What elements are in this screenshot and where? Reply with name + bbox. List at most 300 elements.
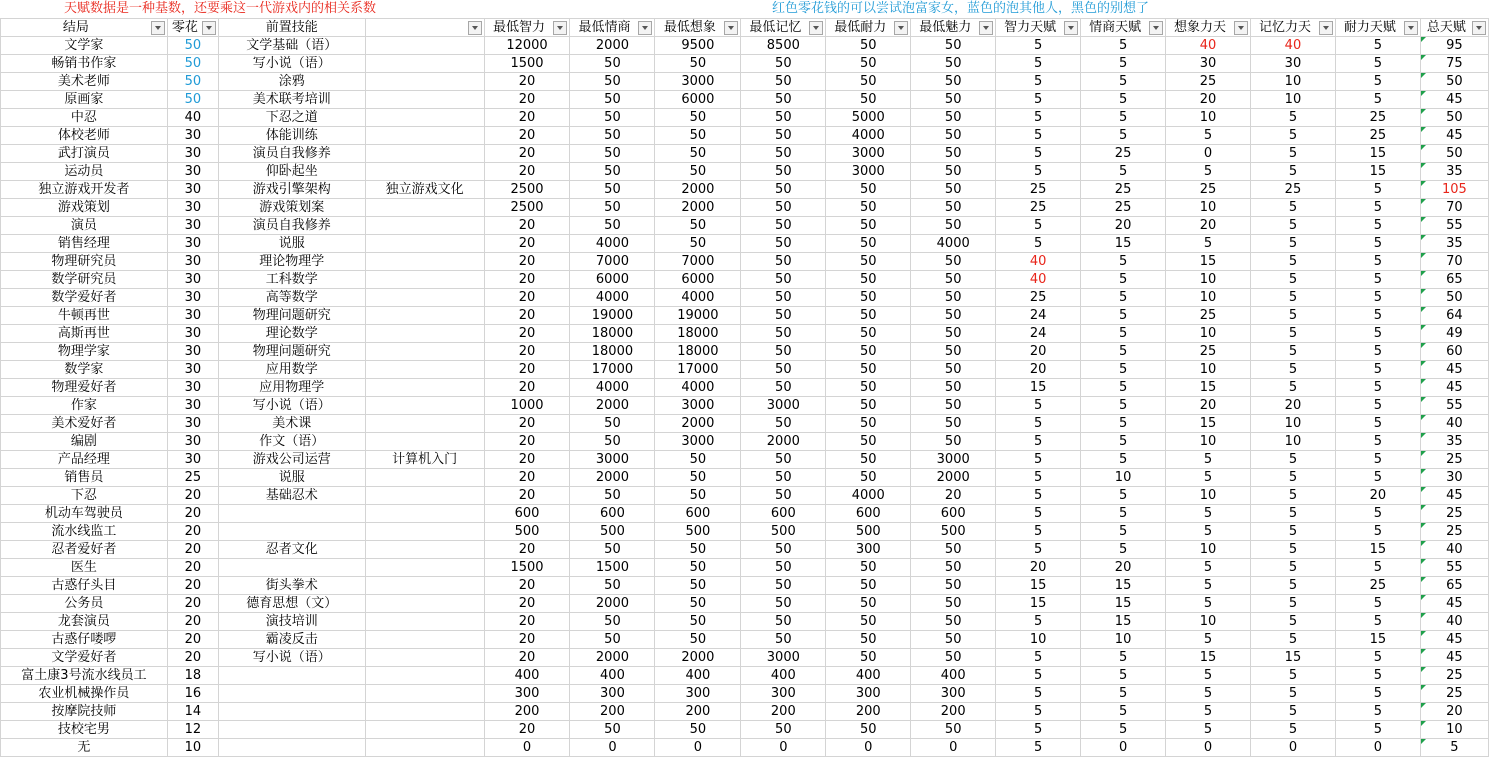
cell-total-talent[interactable]: 49	[1420, 325, 1488, 343]
cell-endurance-talent[interactable]: 25	[1335, 577, 1420, 595]
cell-min-int[interactable]: 12000	[484, 37, 570, 55]
cell-min-memory[interactable]: 50	[741, 91, 826, 109]
cell-min-int[interactable]: 20	[484, 73, 570, 91]
cell-ending[interactable]: 美术老师	[1, 73, 168, 91]
cell-skill2[interactable]	[365, 523, 484, 541]
cell-memory-talent[interactable]: 5	[1250, 235, 1335, 253]
cell-skill[interactable]: 游戏公司运营	[218, 451, 365, 469]
cell-imagination-talent[interactable]: 25	[1166, 307, 1251, 325]
cell-min-imagination[interactable]: 3000	[655, 433, 741, 451]
cell-total-talent[interactable]: 70	[1420, 199, 1488, 217]
cell-total-talent[interactable]: 50	[1420, 145, 1488, 163]
cell-min-eq[interactable]: 600	[570, 505, 655, 523]
cell-min-memory[interactable]: 400	[741, 667, 826, 685]
cell-memory-talent[interactable]: 20	[1250, 397, 1335, 415]
cell-min-endurance[interactable]: 50	[826, 433, 911, 451]
cell-min-memory[interactable]: 0	[741, 739, 826, 757]
cell-min-int[interactable]: 2500	[484, 181, 570, 199]
cell-min-charm[interactable]: 500	[911, 523, 996, 541]
cell-eq-talent[interactable]: 5	[1081, 127, 1166, 145]
cell-total-talent[interactable]: 45	[1420, 127, 1488, 145]
cell-total-talent[interactable]: 25	[1420, 505, 1488, 523]
cell-memory-talent[interactable]: 30	[1250, 55, 1335, 73]
cell-min-endurance[interactable]: 4000	[826, 127, 911, 145]
filter-dropdown-icon[interactable]	[1319, 21, 1333, 35]
cell-min-eq[interactable]: 2000	[570, 595, 655, 613]
cell-min-endurance[interactable]: 50	[826, 397, 911, 415]
cell-money[interactable]: 16	[167, 685, 218, 703]
cell-imagination-talent[interactable]: 10	[1166, 289, 1251, 307]
cell-min-charm[interactable]: 50	[911, 253, 996, 271]
cell-skill2[interactable]	[365, 433, 484, 451]
cell-min-imagination[interactable]: 400	[655, 667, 741, 685]
cell-eq-talent[interactable]: 20	[1081, 217, 1166, 235]
cell-min-charm[interactable]: 50	[911, 163, 996, 181]
cell-int-talent[interactable]: 5	[996, 685, 1081, 703]
cell-endurance-talent[interactable]: 15	[1335, 631, 1420, 649]
cell-ending[interactable]: 农业机械操作员	[1, 685, 168, 703]
cell-money[interactable]: 30	[167, 451, 218, 469]
cell-min-charm[interactable]: 50	[911, 325, 996, 343]
cell-total-talent[interactable]: 5	[1420, 739, 1488, 757]
cell-min-imagination[interactable]: 50	[655, 595, 741, 613]
cell-min-endurance[interactable]: 50	[826, 217, 911, 235]
cell-min-int[interactable]: 20	[484, 289, 570, 307]
cell-min-charm[interactable]: 50	[911, 109, 996, 127]
cell-min-memory[interactable]: 50	[741, 613, 826, 631]
cell-min-memory[interactable]: 50	[741, 415, 826, 433]
cell-money[interactable]: 12	[167, 721, 218, 739]
cell-min-endurance[interactable]: 500	[826, 523, 911, 541]
cell-skill[interactable]	[218, 685, 365, 703]
cell-imagination-talent[interactable]: 5	[1166, 685, 1251, 703]
cell-total-talent[interactable]: 105	[1420, 181, 1488, 199]
cell-min-eq[interactable]: 50	[570, 487, 655, 505]
cell-skill2[interactable]	[365, 721, 484, 739]
cell-min-int[interactable]: 20	[484, 577, 570, 595]
cell-min-memory[interactable]: 50	[741, 55, 826, 73]
cell-eq-talent[interactable]: 5	[1081, 523, 1166, 541]
cell-eq-talent[interactable]: 0	[1081, 739, 1166, 757]
cell-min-memory[interactable]: 200	[741, 703, 826, 721]
cell-min-charm[interactable]: 20	[911, 487, 996, 505]
cell-total-talent[interactable]: 50	[1420, 109, 1488, 127]
cell-endurance-talent[interactable]: 5	[1335, 613, 1420, 631]
cell-endurance-talent[interactable]: 5	[1335, 667, 1420, 685]
cell-min-memory[interactable]: 50	[741, 217, 826, 235]
cell-min-eq[interactable]: 6000	[570, 271, 655, 289]
cell-skill[interactable]: 基础忍术	[218, 487, 365, 505]
cell-skill2[interactable]	[365, 271, 484, 289]
cell-min-eq[interactable]: 400	[570, 667, 655, 685]
cell-money[interactable]: 30	[167, 163, 218, 181]
cell-imagination-talent[interactable]: 5	[1166, 163, 1251, 181]
cell-min-endurance[interactable]: 300	[826, 685, 911, 703]
cell-int-talent[interactable]: 25	[996, 289, 1081, 307]
cell-ending[interactable]: 富土康3号流水线员工	[1, 667, 168, 685]
cell-skill2[interactable]	[365, 109, 484, 127]
cell-imagination-talent[interactable]: 5	[1166, 631, 1251, 649]
cell-int-talent[interactable]: 5	[996, 145, 1081, 163]
cell-min-int[interactable]: 20	[484, 379, 570, 397]
cell-memory-talent[interactable]: 5	[1250, 343, 1335, 361]
cell-int-talent[interactable]: 20	[996, 361, 1081, 379]
cell-total-talent[interactable]: 25	[1420, 451, 1488, 469]
cell-imagination-talent[interactable]: 5	[1166, 505, 1251, 523]
cell-min-imagination[interactable]: 18000	[655, 343, 741, 361]
cell-min-eq[interactable]: 50	[570, 91, 655, 109]
cell-min-memory[interactable]: 50	[741, 361, 826, 379]
cell-endurance-talent[interactable]: 5	[1335, 397, 1420, 415]
cell-min-endurance[interactable]: 50	[826, 55, 911, 73]
cell-min-eq[interactable]: 50	[570, 73, 655, 91]
cell-skill2[interactable]	[365, 163, 484, 181]
cell-ending[interactable]: 文学爱好者	[1, 649, 168, 667]
cell-min-eq[interactable]: 50	[570, 415, 655, 433]
cell-int-talent[interactable]: 5	[996, 55, 1081, 73]
cell-min-endurance[interactable]: 50	[826, 199, 911, 217]
cell-money[interactable]: 14	[167, 703, 218, 721]
cell-min-memory[interactable]: 2000	[741, 433, 826, 451]
cell-skill2[interactable]	[365, 235, 484, 253]
cell-min-endurance[interactable]: 50	[826, 559, 911, 577]
cell-ending[interactable]: 牛顿再世	[1, 307, 168, 325]
cell-min-int[interactable]: 200	[484, 703, 570, 721]
cell-int-talent[interactable]: 20	[996, 343, 1081, 361]
cell-eq-talent[interactable]: 5	[1081, 487, 1166, 505]
cell-skill2[interactable]	[365, 739, 484, 757]
filter-dropdown-icon[interactable]	[468, 21, 482, 35]
cell-min-memory[interactable]: 50	[741, 145, 826, 163]
cell-total-talent[interactable]: 25	[1420, 667, 1488, 685]
cell-skill2[interactable]	[365, 415, 484, 433]
cell-eq-talent[interactable]: 5	[1081, 541, 1166, 559]
cell-min-charm[interactable]: 50	[911, 145, 996, 163]
cell-memory-talent[interactable]: 10	[1250, 91, 1335, 109]
cell-memory-talent[interactable]: 25	[1250, 181, 1335, 199]
cell-money[interactable]: 18	[167, 667, 218, 685]
cell-memory-talent[interactable]: 10	[1250, 73, 1335, 91]
cell-skill[interactable]: 写小说（语）	[218, 649, 365, 667]
cell-int-talent[interactable]: 15	[996, 595, 1081, 613]
cell-money[interactable]: 30	[167, 181, 218, 199]
cell-min-imagination[interactable]: 50	[655, 721, 741, 739]
cell-imagination-talent[interactable]: 10	[1166, 613, 1251, 631]
cell-money[interactable]: 20	[167, 505, 218, 523]
cell-min-memory[interactable]: 50	[741, 631, 826, 649]
cell-min-charm[interactable]: 50	[911, 721, 996, 739]
cell-imagination-talent[interactable]: 5	[1166, 235, 1251, 253]
cell-eq-talent[interactable]: 25	[1081, 181, 1166, 199]
cell-money[interactable]: 30	[167, 433, 218, 451]
cell-skill[interactable]: 忍者文化	[218, 541, 365, 559]
cell-ending[interactable]: 运动员	[1, 163, 168, 181]
cell-skill2[interactable]	[365, 703, 484, 721]
cell-money[interactable]: 50	[167, 55, 218, 73]
cell-min-int[interactable]: 20	[484, 649, 570, 667]
filter-dropdown-icon[interactable]	[1234, 21, 1248, 35]
cell-endurance-talent[interactable]: 5	[1335, 343, 1420, 361]
cell-min-memory[interactable]: 50	[741, 163, 826, 181]
cell-endurance-talent[interactable]: 5	[1335, 433, 1420, 451]
cell-memory-talent[interactable]: 5	[1250, 469, 1335, 487]
cell-endurance-talent[interactable]: 15	[1335, 541, 1420, 559]
cell-min-eq[interactable]: 4000	[570, 289, 655, 307]
cell-skill[interactable]: 下忍之道	[218, 109, 365, 127]
cell-min-imagination[interactable]: 50	[655, 55, 741, 73]
cell-skill2[interactable]: 独立游戏文化	[365, 181, 484, 199]
cell-min-imagination[interactable]: 50	[655, 559, 741, 577]
cell-money[interactable]: 30	[167, 199, 218, 217]
cell-min-int[interactable]: 600	[484, 505, 570, 523]
cell-money[interactable]: 30	[167, 145, 218, 163]
cell-min-int[interactable]: 400	[484, 667, 570, 685]
cell-min-imagination[interactable]: 2000	[655, 199, 741, 217]
cell-total-talent[interactable]: 50	[1420, 73, 1488, 91]
cell-skill2[interactable]	[365, 217, 484, 235]
cell-min-memory[interactable]: 50	[741, 469, 826, 487]
cell-endurance-talent[interactable]: 25	[1335, 109, 1420, 127]
cell-total-talent[interactable]: 55	[1420, 397, 1488, 415]
cell-eq-talent[interactable]: 5	[1081, 91, 1166, 109]
cell-skill2[interactable]	[365, 91, 484, 109]
cell-endurance-talent[interactable]: 5	[1335, 721, 1420, 739]
cell-skill2[interactable]	[365, 55, 484, 73]
cell-endurance-talent[interactable]: 5	[1335, 415, 1420, 433]
cell-min-memory[interactable]: 50	[741, 181, 826, 199]
cell-min-int[interactable]: 20	[484, 343, 570, 361]
cell-int-talent[interactable]: 20	[996, 559, 1081, 577]
cell-skill[interactable]: 演员自我修养	[218, 145, 365, 163]
cell-min-imagination[interactable]: 500	[655, 523, 741, 541]
cell-skill[interactable]: 说服	[218, 469, 365, 487]
cell-min-imagination[interactable]: 50	[655, 631, 741, 649]
cell-memory-talent[interactable]: 5	[1250, 451, 1335, 469]
cell-memory-talent[interactable]: 5	[1250, 325, 1335, 343]
cell-eq-talent[interactable]: 15	[1081, 613, 1166, 631]
cell-min-int[interactable]: 20	[484, 235, 570, 253]
cell-total-talent[interactable]: 45	[1420, 379, 1488, 397]
cell-eq-talent[interactable]: 15	[1081, 577, 1166, 595]
cell-skill2[interactable]	[365, 379, 484, 397]
cell-total-talent[interactable]: 64	[1420, 307, 1488, 325]
cell-skill2[interactable]	[365, 469, 484, 487]
cell-min-memory[interactable]: 500	[741, 523, 826, 541]
cell-money[interactable]: 40	[167, 109, 218, 127]
cell-ending[interactable]: 产品经理	[1, 451, 168, 469]
cell-memory-talent[interactable]: 5	[1250, 217, 1335, 235]
cell-endurance-talent[interactable]: 20	[1335, 487, 1420, 505]
cell-eq-talent[interactable]: 5	[1081, 415, 1166, 433]
cell-min-eq[interactable]: 50	[570, 577, 655, 595]
cell-min-eq[interactable]: 300	[570, 685, 655, 703]
cell-min-imagination[interactable]: 0	[655, 739, 741, 757]
cell-int-talent[interactable]: 5	[996, 127, 1081, 145]
cell-min-imagination[interactable]: 17000	[655, 361, 741, 379]
cell-min-int[interactable]: 1000	[484, 397, 570, 415]
cell-ending[interactable]: 数学爱好者	[1, 289, 168, 307]
cell-min-charm[interactable]: 50	[911, 307, 996, 325]
cell-eq-talent[interactable]: 5	[1081, 325, 1166, 343]
cell-memory-talent[interactable]: 40	[1250, 37, 1335, 55]
cell-eq-talent[interactable]: 5	[1081, 649, 1166, 667]
cell-int-talent[interactable]: 5	[996, 433, 1081, 451]
cell-min-int[interactable]: 300	[484, 685, 570, 703]
cell-eq-talent[interactable]: 20	[1081, 559, 1166, 577]
cell-min-endurance[interactable]: 50	[826, 343, 911, 361]
cell-imagination-talent[interactable]: 5	[1166, 703, 1251, 721]
cell-eq-talent[interactable]: 5	[1081, 379, 1166, 397]
cell-memory-talent[interactable]: 5	[1250, 505, 1335, 523]
cell-min-memory[interactable]: 50	[741, 289, 826, 307]
cell-min-imagination[interactable]: 9500	[655, 37, 741, 55]
cell-endurance-talent[interactable]: 15	[1335, 145, 1420, 163]
cell-int-talent[interactable]: 25	[996, 199, 1081, 217]
cell-int-talent[interactable]: 5	[996, 487, 1081, 505]
cell-ending[interactable]: 古惑仔喽啰	[1, 631, 168, 649]
cell-min-charm[interactable]: 50	[911, 541, 996, 559]
cell-min-charm[interactable]: 50	[911, 37, 996, 55]
cell-skill2[interactable]	[365, 487, 484, 505]
cell-eq-talent[interactable]: 15	[1081, 595, 1166, 613]
cell-memory-talent[interactable]: 5	[1250, 721, 1335, 739]
cell-int-talent[interactable]: 5	[996, 397, 1081, 415]
cell-imagination-talent[interactable]: 10	[1166, 487, 1251, 505]
cell-min-int[interactable]: 20	[484, 631, 570, 649]
cell-min-endurance[interactable]: 50	[826, 325, 911, 343]
cell-skill[interactable]: 美术课	[218, 415, 365, 433]
cell-memory-talent[interactable]: 5	[1250, 271, 1335, 289]
cell-skill[interactable]	[218, 721, 365, 739]
cell-min-imagination[interactable]: 2000	[655, 649, 741, 667]
cell-endurance-talent[interactable]: 5	[1335, 703, 1420, 721]
filter-dropdown-icon[interactable]	[979, 21, 993, 35]
cell-int-talent[interactable]: 25	[996, 181, 1081, 199]
cell-min-memory[interactable]: 300	[741, 685, 826, 703]
cell-min-imagination[interactable]: 300	[655, 685, 741, 703]
cell-min-memory[interactable]: 50	[741, 559, 826, 577]
cell-min-memory[interactable]: 50	[741, 343, 826, 361]
cell-min-eq[interactable]: 50	[570, 541, 655, 559]
cell-skill[interactable]: 美术联考培训	[218, 91, 365, 109]
cell-skill[interactable]: 写小说（语）	[218, 55, 365, 73]
cell-total-talent[interactable]: 95	[1420, 37, 1488, 55]
cell-eq-talent[interactable]: 15	[1081, 235, 1166, 253]
cell-total-talent[interactable]: 55	[1420, 559, 1488, 577]
cell-skill[interactable]: 应用物理学	[218, 379, 365, 397]
cell-min-memory[interactable]: 8500	[741, 37, 826, 55]
cell-memory-talent[interactable]: 5	[1250, 487, 1335, 505]
cell-min-charm[interactable]: 50	[911, 415, 996, 433]
cell-total-talent[interactable]: 35	[1420, 235, 1488, 253]
cell-eq-talent[interactable]: 5	[1081, 55, 1166, 73]
cell-min-memory[interactable]: 600	[741, 505, 826, 523]
cell-min-eq[interactable]: 50	[570, 631, 655, 649]
cell-memory-talent[interactable]: 5	[1250, 199, 1335, 217]
filter-dropdown-icon[interactable]	[894, 21, 908, 35]
cell-min-int[interactable]: 20	[484, 595, 570, 613]
cell-min-int[interactable]: 20	[484, 253, 570, 271]
cell-min-int[interactable]: 500	[484, 523, 570, 541]
cell-min-charm[interactable]: 600	[911, 505, 996, 523]
cell-skill2[interactable]	[365, 127, 484, 145]
cell-total-talent[interactable]: 60	[1420, 343, 1488, 361]
cell-min-charm[interactable]: 50	[911, 379, 996, 397]
cell-money[interactable]: 20	[167, 649, 218, 667]
cell-min-imagination[interactable]: 50	[655, 145, 741, 163]
cell-skill[interactable]: 演技培训	[218, 613, 365, 631]
cell-int-talent[interactable]: 5	[996, 541, 1081, 559]
cell-min-eq[interactable]: 50	[570, 145, 655, 163]
cell-min-eq[interactable]: 2000	[570, 397, 655, 415]
cell-ending[interactable]: 技校宅男	[1, 721, 168, 739]
cell-ending[interactable]: 物理研究员	[1, 253, 168, 271]
cell-endurance-talent[interactable]: 0	[1335, 739, 1420, 757]
cell-ending[interactable]: 按摩院技师	[1, 703, 168, 721]
cell-min-eq[interactable]: 2000	[570, 37, 655, 55]
cell-min-imagination[interactable]: 600	[655, 505, 741, 523]
cell-min-charm[interactable]: 50	[911, 73, 996, 91]
cell-min-imagination[interactable]: 2000	[655, 181, 741, 199]
cell-min-int[interactable]: 20	[484, 217, 570, 235]
cell-min-charm[interactable]: 50	[911, 361, 996, 379]
cell-min-int[interactable]: 20	[484, 325, 570, 343]
cell-ending[interactable]: 编剧	[1, 433, 168, 451]
cell-total-talent[interactable]: 65	[1420, 271, 1488, 289]
cell-skill[interactable]: 理论物理学	[218, 253, 365, 271]
cell-imagination-talent[interactable]: 20	[1166, 217, 1251, 235]
cell-imagination-talent[interactable]: 15	[1166, 253, 1251, 271]
cell-total-talent[interactable]: 30	[1420, 469, 1488, 487]
cell-min-int[interactable]: 0	[484, 739, 570, 757]
cell-min-memory[interactable]: 50	[741, 577, 826, 595]
cell-imagination-talent[interactable]: 10	[1166, 109, 1251, 127]
cell-memory-talent[interactable]: 5	[1250, 595, 1335, 613]
cell-skill2[interactable]	[365, 361, 484, 379]
cell-min-imagination[interactable]: 50	[655, 163, 741, 181]
cell-min-eq[interactable]: 2000	[570, 649, 655, 667]
cell-min-endurance[interactable]: 0	[826, 739, 911, 757]
cell-total-talent[interactable]: 65	[1420, 577, 1488, 595]
cell-int-talent[interactable]: 15	[996, 379, 1081, 397]
cell-money[interactable]: 20	[167, 595, 218, 613]
cell-money[interactable]: 30	[167, 325, 218, 343]
cell-skill2[interactable]	[365, 541, 484, 559]
cell-endurance-talent[interactable]: 5	[1335, 505, 1420, 523]
cell-total-talent[interactable]: 40	[1420, 541, 1488, 559]
cell-skill2[interactable]	[365, 307, 484, 325]
cell-total-talent[interactable]: 20	[1420, 703, 1488, 721]
cell-ending[interactable]: 销售经理	[1, 235, 168, 253]
cell-min-charm[interactable]: 50	[911, 91, 996, 109]
cell-ending[interactable]: 医生	[1, 559, 168, 577]
cell-imagination-talent[interactable]: 5	[1166, 667, 1251, 685]
cell-min-imagination[interactable]: 2000	[655, 415, 741, 433]
cell-min-memory[interactable]: 50	[741, 235, 826, 253]
cell-ending[interactable]: 龙套演员	[1, 613, 168, 631]
cell-min-eq[interactable]: 200	[570, 703, 655, 721]
cell-min-eq[interactable]: 50	[570, 199, 655, 217]
cell-min-imagination[interactable]: 3000	[655, 397, 741, 415]
cell-eq-talent[interactable]: 5	[1081, 703, 1166, 721]
cell-skill2[interactable]	[365, 397, 484, 415]
cell-min-charm[interactable]: 0	[911, 739, 996, 757]
cell-money[interactable]: 30	[167, 127, 218, 145]
cell-min-endurance[interactable]: 4000	[826, 487, 911, 505]
cell-money[interactable]: 30	[167, 397, 218, 415]
cell-min-imagination[interactable]: 50	[655, 577, 741, 595]
cell-money[interactable]: 50	[167, 73, 218, 91]
